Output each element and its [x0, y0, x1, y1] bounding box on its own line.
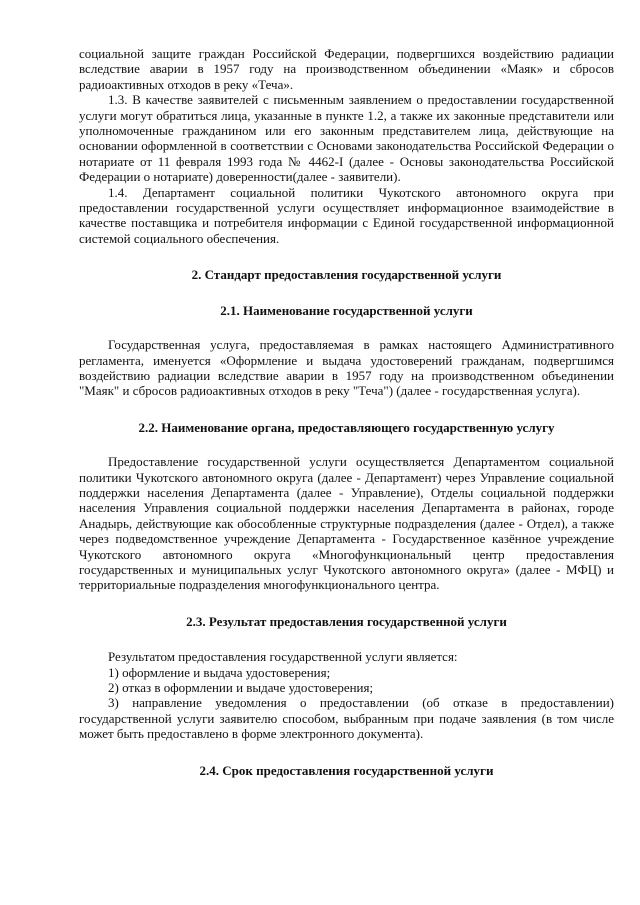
section-2-2-title: 2.2. Наименование органа, предоставляющего государственную услугу — [138, 419, 555, 435]
result-item-2: 2) отказ в оформлении и выдаче удостоверения; — [108, 680, 374, 695]
result-item-3: 3) направление уведомления о предоставлении (об отказе в предоставлении) государственной услуги заявителю способом, выбранным при подаче заявления (в том числе может быть предоставлено в форме электронного документа). — [79, 695, 614, 742]
section-2-1-text: Государственная услуга, предоставляемая в рамках настоящего Административного регламента, именуется «Оформление и выдача удостоверений гражданам, подвергшимся воздействию радиации вследствие аварии в 1957 году на производственном объединении "Маяк" и сбросов радиоактивных отходов в реку "Теча") (далее - государственная услуга). — [79, 337, 614, 399]
section-2-3-title: 2.3. Результат предоставления государственной услуги — [186, 613, 507, 629]
section-2-1-title: 2.1. Наименование государственной услуги — [220, 302, 473, 318]
paragraph-1-4: 1.4. Департамент социальной политики Чукотского автономного округа при предоставлении государственной услуги осуществляет информационное взаимодействие в качестве поставщика и потребителя информации с Единой государственной информационной системой социального обеспечения. — [79, 184, 614, 246]
paragraph-1-3: 1.3. В качестве заявителей с письменным заявлением о предоставлении государственной услуги могут обратиться лица, указанные в пункте 1.2, а также их законные представители или уполномоченные гражданином или его законным представителем лица, действующие на основании оформленной в соответствии с Основами законодательства Российской Федерации о нотариате от 11 февраля 1993 года № 4462-I (далее - Основы законодательства Российской Федерации о нотариате) доверенности(далее - заявители). — [79, 92, 614, 185]
section-2-3-lead: Результатом предоставления государственной услуги является: — [108, 649, 458, 665]
intro-paragraph: социальной защите граждан Российской Федерации, подвергшихся воздействию радиации вследствие аварии в 1957 году на производственном объединении «Маяк» и сбросов радиоактивных отходов в реку «Теча». — [79, 46, 614, 92]
section-2-2-text: Предоставление государственной услуги осуществляется Департаментом социальной политики Чукотского автономного округа (далее - Департамент) через Управление социальной поддержки населения Департамента (далее - Управление), Отделы социальной поддержки населения Управления социальной поддержки населения Департамента в районах, городе Анадырь, действующие как обособленные структурные подразделения (далее - Отдел), а также через подведомственное учреждение Департамента - Государственное казённое учреждение Чукотского автономного округа «Многофункциональный центр предоставления государственных и муниципальных услуг Чукотского автономного округа» (далее - МФЦ) и территориальные подразделения многофункционального центра. — [79, 454, 614, 593]
section-2-title: 2. Стандарт предоставления государственной услуги — [191, 267, 502, 283]
section-2-4-title: 2.4. Срок предоставления государственной услуги — [199, 762, 494, 778]
result-item-1: 1) оформление и выдача удостоверения; — [108, 664, 331, 680]
